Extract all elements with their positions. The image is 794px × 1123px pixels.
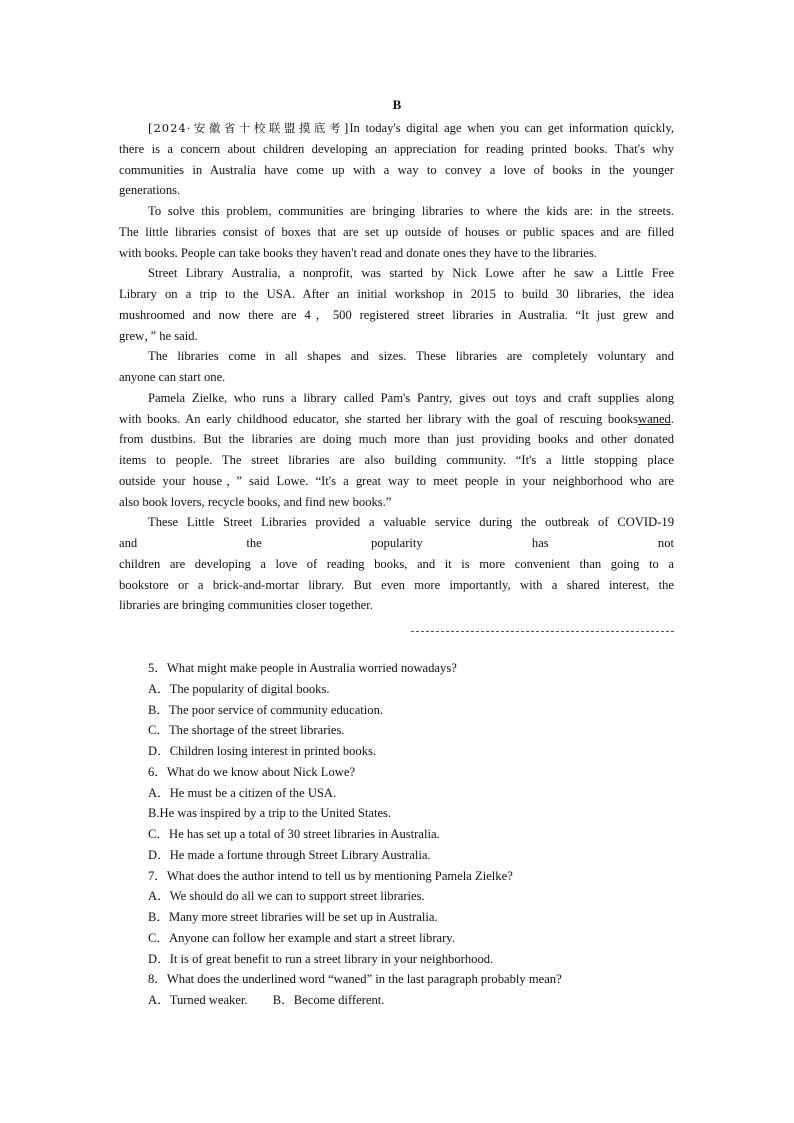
line-text: also book lovers, recycle books, and find new books.” — [119, 494, 392, 509]
source-tag: [2024·安徽省十校联盟摸底考] — [148, 121, 350, 135]
line-text: bookstore or a brick-and-mortar library. But even more importantly, with a shared interest, the — [119, 577, 674, 592]
line-text: grew，” he said. — [119, 328, 198, 343]
line-text: In today's digital age when you can get information quickly, — [349, 121, 674, 135]
passage-line — [119, 201, 674, 222]
line-text: Street Library Australia, a nonprofit, was started by Nick Lowe after he saw a Little Free — [148, 266, 674, 281]
divider — [411, 631, 674, 632]
question-stem: 5．What might make people in Australia worried nowadays? — [148, 661, 457, 675]
answer-option: C．Anyone can follow her example and start a street library. — [148, 930, 455, 945]
line-text: The libraries come in all shapes and sizes. These libraries are completely voluntary and — [148, 349, 674, 364]
line-text: The little libraries consist of boxes that are set up outside of houses or public spaces and are filled — [119, 224, 674, 239]
passage-line — [119, 595, 674, 616]
line-text: mushroomed and now there are 4，500 registered street libraries in Australia. “It just grew and — [119, 307, 674, 322]
line-text: outside your house，” said Lowe. “It's a great way to meet people in your neighborhood who are — [119, 473, 674, 488]
passage-line — [119, 388, 674, 409]
passage-line — [119, 450, 674, 471]
line-text: anyone can start one. — [119, 370, 226, 384]
passage-line — [119, 409, 674, 430]
passage-line — [119, 263, 674, 284]
passage-line — [119, 160, 674, 181]
reading-passage — [119, 118, 674, 616]
line-text: with books. An early childhood educator, she started her library with the goal of rescuing books — [119, 411, 638, 426]
line-text: communities in Australia have come up with a way to convey a love of books in the younger — [119, 162, 674, 177]
line-text: items to people. The street libraries are also building community. “It's a little stopping place — [119, 453, 674, 467]
answer-option: D．He made a fortune through Street Library Australia. — [148, 847, 431, 862]
question-list — [148, 658, 668, 1011]
passage-line — [119, 326, 674, 347]
question-stem: 6．What do we know about Nick Lowe? — [148, 764, 356, 779]
answer-option: A．Turned weaker. B．Become different. — [148, 993, 385, 1007]
answer-option: B．The poor service of community education. — [148, 702, 384, 717]
line-text: Library on a trip to the USA. After an initial workshop in 2015 to build 30 libraries, the idea — [119, 287, 674, 301]
line-text: children are developing a love of reading books, and it is more convenient than going to a — [119, 556, 674, 571]
passage-line — [119, 575, 674, 596]
answer-option: C．He has set up a total of 30 street libraries in Australia. — [148, 827, 440, 841]
passage-line — [119, 305, 674, 326]
passage-line — [119, 471, 674, 492]
passage-line — [119, 346, 674, 367]
answer-option: A．The popularity of digital books. — [148, 681, 330, 696]
answer-option: B．Many more street libraries will be set up in Australia. — [148, 910, 438, 924]
section-title: B — [392, 97, 402, 112]
line-text: These Little Street Libraries provided a valuable service during the outbreak of COVID-19 — [148, 515, 674, 530]
answer-option: D．It is of great benefit to run a street library in your neighborhood. — [148, 951, 494, 966]
passage-line — [119, 243, 674, 264]
question-stem: 7．What does the author intend to tell us by mentioning Pamela Zielke? — [148, 868, 513, 883]
passage-line — [119, 180, 674, 201]
line-text: from dustbins. But the libraries are doing much more than just providing books and other donated — [119, 432, 674, 447]
answer-option: A．We should do all we can to support street libraries. — [148, 889, 425, 904]
line-text: and the popularity has not — [119, 536, 674, 550]
passage-line — [119, 554, 674, 575]
passage-line — [119, 118, 674, 139]
answer-option: B.He was inspired by a trip to the United States. — [148, 806, 392, 821]
line-text: To solve this problem, communities are bringing libraries to where the kids are: in the streets. — [148, 204, 674, 218]
answer-option: D．Children losing interest in printed books. — [148, 744, 377, 758]
passage-line — [119, 533, 674, 554]
line-text: with books. People can take books they haven't read and donate ones they have to the libraries. — [119, 245, 597, 260]
passage-line — [119, 492, 674, 513]
passage-line — [119, 139, 674, 160]
answer-option: C．The shortage of the street libraries. — [148, 723, 345, 738]
passage-line — [119, 429, 674, 450]
passage-line — [119, 284, 674, 305]
answer-option: A．He must be a citizen of the USA. — [148, 785, 337, 800]
line-text: there is a concern about children developing an appreciation for reading printed books. That's why — [119, 141, 674, 156]
passage-line — [119, 512, 674, 533]
passage-line — [119, 367, 674, 388]
question-stem: 8．What does the underlined word “waned” in the last paragraph probably mean? — [148, 972, 562, 987]
line-text: . — [670, 411, 674, 426]
underlined-word: waned — [637, 411, 671, 426]
line-text: Pamela Zielke, who runs a library called Pam's Pantry, gives out toys and craft supplies along — [148, 390, 674, 405]
passage-line — [119, 222, 674, 243]
line-text: generations. — [119, 183, 181, 198]
line-text: libraries are bringing communities closer together. — [119, 598, 373, 613]
